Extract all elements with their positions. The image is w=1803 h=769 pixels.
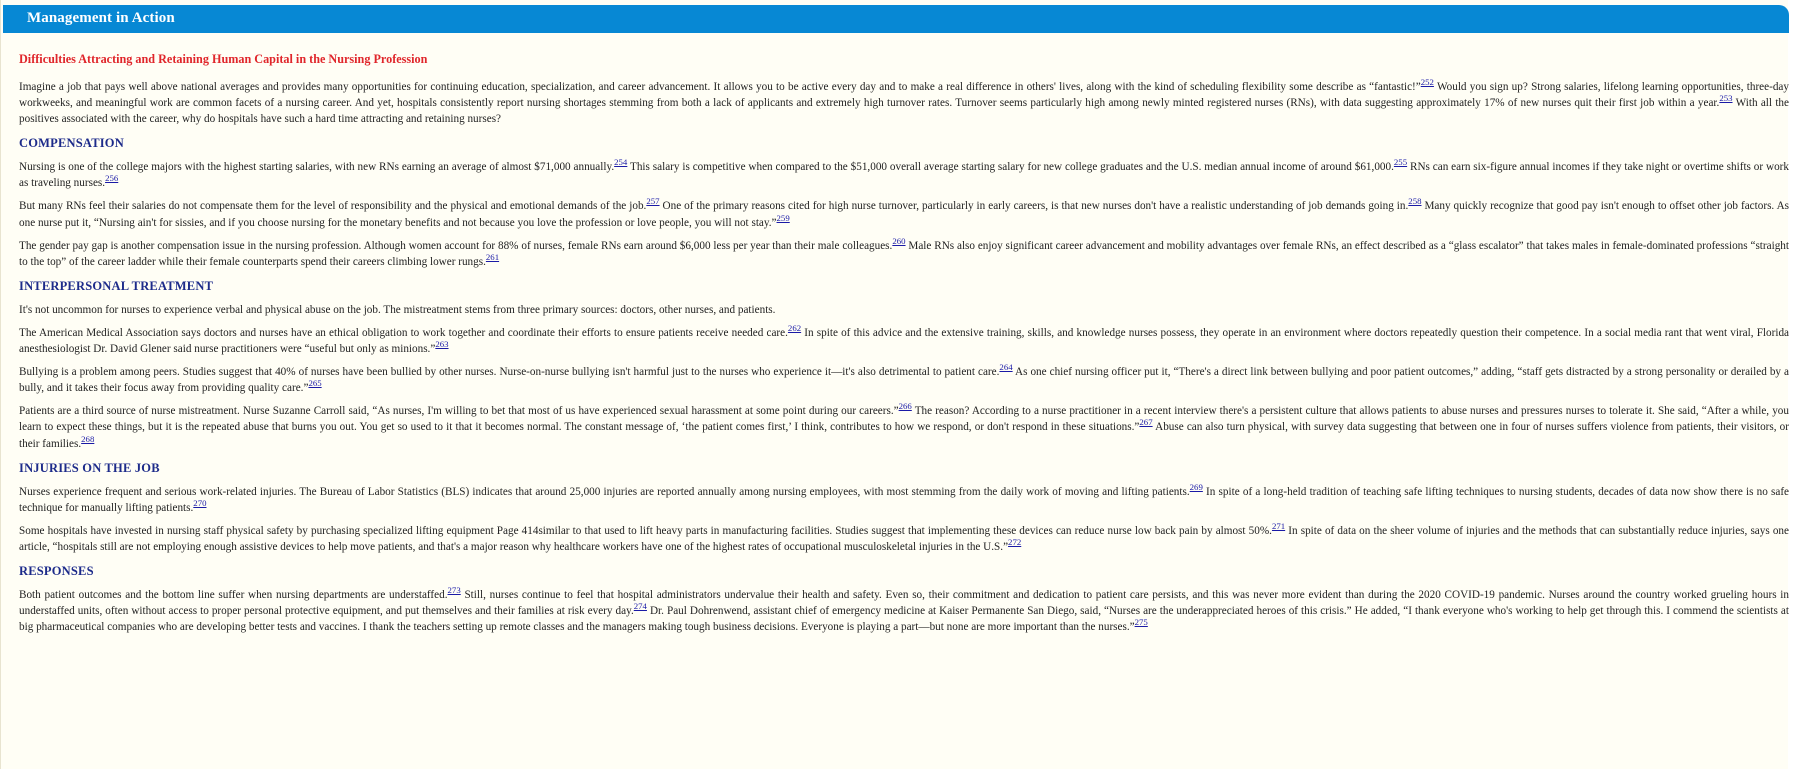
footnote-link[interactable]: 252 bbox=[1420, 77, 1434, 87]
section-responses: RESPONSES bbox=[19, 563, 94, 578]
paragraph-text: Patients are a third source of nurse mistreatment. Nurse Suzanne Carroll said, “As nurses, I'm willing to bet that most of us have experienced sexual harassment at some point during our careers.” bbox=[19, 405, 899, 418]
injuries-paragraph-1 bbox=[19, 481, 1790, 516]
footnote-link[interactable]: 255 bbox=[1393, 157, 1408, 168]
paragraph-text: Abuse can also turn physical, with survey data suggesting that between one in four of nurses suffers violence from patients, their visitors, or their families. bbox=[19, 421, 1789, 450]
footnote-link[interactable]: 258 bbox=[1408, 196, 1422, 207]
footnote-link[interactable]: 263 bbox=[435, 339, 449, 350]
paragraph-text: But many RNs feel their salaries do not compensate them for the level of responsibility and the physical and emotional demands of the job. bbox=[19, 200, 647, 213]
paragraph-text: Nurses experience frequent and serious work-related injuries. The Bureau of Labor Statistics (BLS) indicates that around 25,000 injuries are reported annually among nursing employees, with most stemming from the daily work of moving and lifting patients. bbox=[19, 485, 1190, 498]
compensation-paragraph-3 bbox=[19, 235, 1790, 270]
paragraph-text: Nursing is one of the college majors with the highest starting salaries, with new RNs earning an average of almost $71,000 annually. bbox=[19, 161, 615, 174]
compensation-paragraph-2 bbox=[19, 198, 1789, 230]
responses-paragraph-1 bbox=[19, 584, 1789, 635]
footnote-link[interactable]: 272 bbox=[1008, 536, 1022, 547]
paragraph-text: In spite of data on the sheer volume of injuries and the methods that can substantially reduce injuries, says one article, “hospitals still are not employing enough assistive devices to help move patients, and that's a major reason why healthcare workers have one of the highest rates of occupational musculoskeletal injuries in the U.S.” bbox=[19, 524, 1789, 553]
footnote-link[interactable]: 270 bbox=[193, 497, 207, 508]
interpersonal-paragraph-1 bbox=[19, 302, 1789, 318]
paragraph-text: With all the positives associated with the career, why do hospitals have such a hard time attracting and retaining nurses? bbox=[19, 97, 1789, 126]
footnote-link[interactable]: 253 bbox=[1719, 93, 1733, 104]
section-injuries-on-the-job: INJURIES ON THE JOB bbox=[19, 460, 160, 475]
paragraph-text: Many quickly recognize that good pay isn't enough to offset other job factors. As one nurse put it, “Nursing ain't for sissies, and if you choose nursing for the monetary benefits and not because you love the profession or love people, you will not stay.” bbox=[19, 200, 1790, 229]
paragraph-text: Would you sign up? Strong salaries, lifelong learning opportunities, three-day workweeks, and meaningful work are common facets of a nursing career. And yet, hospitals consistently report nursing shortages stemming from both a lack of applicants and extremely high turnover rates. Turnover seems particularly high among newly minted registered nurses (RNs), with data suggesting approximately 17% of new nurses quit their first job within a year. bbox=[19, 81, 1789, 110]
paragraph-text: The gender pay gap is another compensation issue in the nursing profession. Although women account for 88% of nurses, female RNs earn around $6,000 less per year than their male colleagues. bbox=[19, 239, 893, 252]
footnote-link[interactable]: 271 bbox=[1271, 520, 1286, 531]
footnote-link[interactable]: 254 bbox=[614, 157, 628, 168]
paragraph-text: Bullying is a problem among peers. Studies suggest that 40% of nurses have been bullied by other nurses. Nurse-on-nurse bullying isn't harmful just to the nurses who experience it—it's also detrimental to patient care. bbox=[19, 366, 1000, 379]
header-bar bbox=[3, 5, 1789, 33]
footnote-link[interactable]: 261 bbox=[485, 251, 500, 262]
paragraph-text: As one chief nursing officer put it, “There's a direct link between bullying and poor patient outcomes,” adding, “staff gets distracted by a strong personality or derailed by a bully, and it takes their focus away from providing quality care.” bbox=[19, 366, 1789, 395]
article-content bbox=[19, 50, 1789, 642]
paragraph-text: Male RNs also enjoy significant career advancement and mobility advantages over female RNs, an effect described as a “glass escalator” that takes males in female-dominated professions “straight to the top” of the career ladder while their female counterparts spend their careers climbing lower rungs. bbox=[19, 239, 1790, 268]
footnote-link[interactable]: 256 bbox=[105, 173, 119, 184]
footnote-link[interactable]: 273 bbox=[447, 584, 461, 595]
paragraph-text: One of the primary reasons cited for high nurse turnover, particularly in early careers, is that new nurses don't have a realistic understanding of job demands going in. bbox=[659, 200, 1409, 213]
paragraph-text: RNs can earn six-figure annual incomes if they take night or overtime shifts or work as traveling nurses. bbox=[19, 161, 1789, 190]
interpersonal-paragraph-3 bbox=[19, 364, 1789, 396]
header-title: Management in Action bbox=[27, 10, 175, 26]
paragraph-text: Dr. Paul Dohrenwend, assistant chief of emergency medicine at Kaiser Permanente San Diego, said, “Nurses are the underappreciated heroes of this crisis.” He added, “I thank everyone who's working to help get through this. I commend the scientists at big pharmaceutical companies who are developing better tests and vaccines. I thank the teachers setting up remote classes and the managers making tough business decisions. Everyone is playing a part—but none are more important than the nurses.” bbox=[19, 605, 1789, 634]
paragraph-text: In spite of a long-held tradition of teaching safe lifting techniques to nursing students, decades of data now show there is no safe technique for manually lifting patients. bbox=[19, 485, 1790, 514]
footnote-link[interactable]: 266 bbox=[898, 401, 912, 412]
footnote-link[interactable]: 257 bbox=[646, 196, 660, 207]
paragraph-text: Some hospitals have invested in nursing staff physical safety by purchasing specialized lifting equipment Page 414similar to that used to lift heavy parts in manufacturing facilities. Studies suggest that implementing these devices can reduce nurse low back pain by almost 50%. bbox=[19, 524, 1272, 537]
footnote-link[interactable]: 268 bbox=[81, 433, 95, 444]
article-subtitle: Difficulties Attracting and Retaining Human Capital in the Nursing Profession bbox=[19, 52, 428, 66]
section-compensation: COMPENSATION bbox=[19, 136, 124, 151]
footnote-link[interactable]: 275 bbox=[1134, 617, 1148, 628]
paragraph-text: Both patient outcomes and the bottom line suffer when nursing departments are understaffed. bbox=[19, 588, 448, 601]
paragraph-text: The reason? According to a nurse practitioner in a recent interview there's a persistent culture that allows patients to abuse nurses and pressures nurses to tolerate it. She said, “After a while, you learn to expect these things, but it is the repeated abuse that burns you out. You get so used to it that it becomes normal. The constant message of, ‘the patient comes first,’ I think, contributes to how we respond, or don't respond in these situations.” bbox=[19, 405, 1789, 434]
footnote-link[interactable]: 267 bbox=[1139, 417, 1153, 428]
paragraph-text: This salary is competitive when compared to the $51,000 overall average starting salary for new college graduates and the U.S. median annual income of around $61,000. bbox=[627, 161, 1394, 174]
footnote-link[interactable]: 264 bbox=[999, 362, 1013, 373]
interpersonal-paragraph-2 bbox=[19, 322, 1790, 357]
footnote-link[interactable]: 269 bbox=[1189, 481, 1203, 492]
paragraph-text: The American Medical Association says doctors and nurses have an ethical obligation to work together and coordinate their efforts to ensure patients receive needed care. bbox=[19, 326, 788, 339]
injuries-paragraph-2 bbox=[19, 520, 1789, 555]
paragraph-text: Imagine a job that pays well above national averages and provides many opportunities for continuing education, specialization, and career advancement. It allows you to be active every day and to make a real difference in others' lives, along with the kind of scheduling flexibility some describe as “fantastic!” bbox=[19, 81, 1421, 93]
paragraph-text: It's not uncommon for nurses to experience verbal and physical abuse on the job. The mistreatment stems from three primary sources: doctors, other nurses, and patients. bbox=[19, 303, 776, 316]
paragraph-text: In spite of this advice and the extensive training, skills, and knowledge nurses possess, they operate in an environment where doctors repeatedly question their competence. In a social media rant that went viral, Florida anesthesiologist Dr. David Glener said nurse practitioners were “useful but only as minions.” bbox=[19, 326, 1790, 356]
footnote-link[interactable]: 260 bbox=[892, 235, 906, 246]
compensation-paragraph-1 bbox=[19, 159, 1789, 191]
paragraph-text: Still, nurses continue to feel that hospital administrators undervalue their health and safety. Even so, their commitment and dedication to patient care persists, and this was never more evident than during the 2020 COVID-19 pandemic. Nurses around the country worked grueling hours in understaffed units, often without access to proper personal protective equipment, and put themselves and their families at risk every day. bbox=[19, 588, 1789, 618]
footnote-link[interactable]: 259 bbox=[776, 212, 790, 223]
section-interpersonal-treatment: INTERPERSONAL TREATMENT bbox=[19, 278, 214, 293]
footnote-link[interactable]: 274 bbox=[633, 601, 647, 612]
footnote-link[interactable]: 262 bbox=[787, 322, 802, 333]
intro-paragraph bbox=[19, 79, 1789, 127]
footnote-link[interactable]: 265 bbox=[308, 378, 322, 389]
interpersonal-paragraph-4 bbox=[19, 403, 1789, 451]
